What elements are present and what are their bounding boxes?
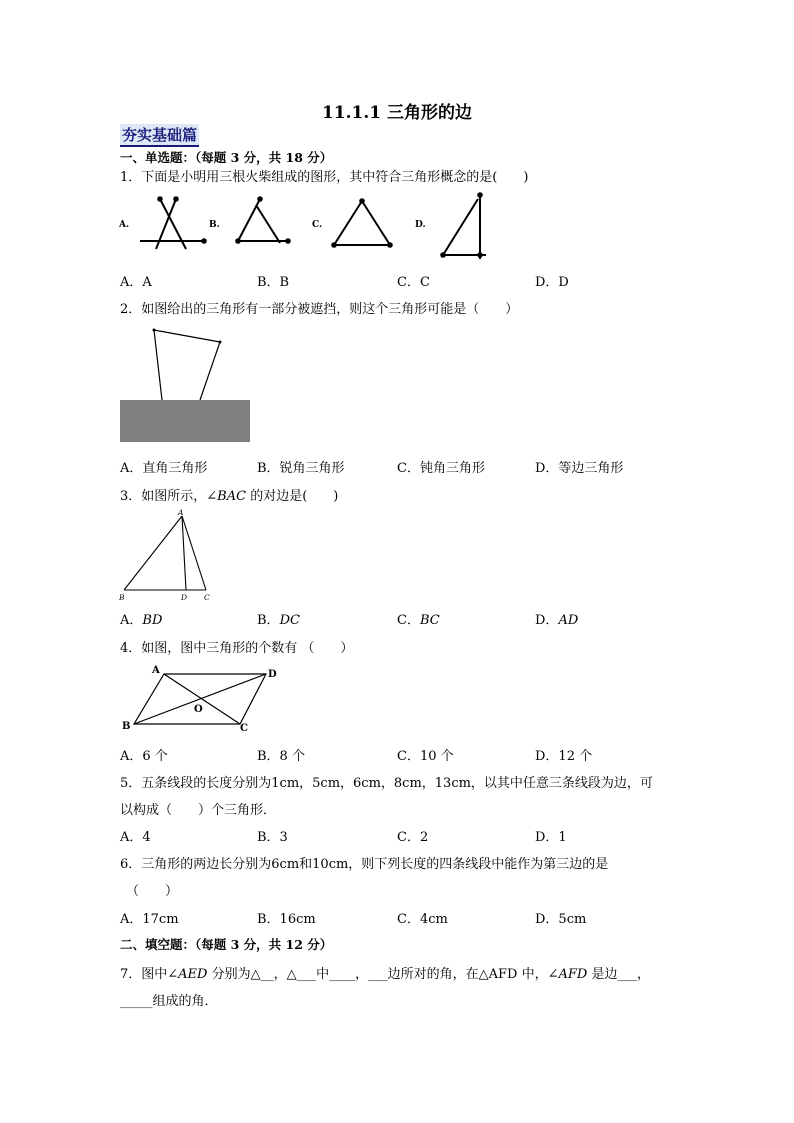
q1-option-a: A．A (120, 275, 152, 290)
q1-stem: 1．下面是小明用三根火柴组成的图形，其中符合三角形概念的是( ) (120, 170, 529, 185)
q6-option-b: B．16cm (257, 912, 316, 927)
q3-option-d-value: AD (558, 613, 579, 628)
q7-angle-afd: AFD (558, 967, 588, 982)
q3-label-b: B (119, 593, 125, 602)
q5-option-b: B．3 (257, 830, 288, 845)
q4-option-b: B．8 个 (257, 749, 305, 764)
q3-stem-angle: BAC (217, 489, 247, 504)
q1-option-b: B．B (257, 275, 290, 290)
part2-heading: 二、填空题：（每题 3 分，共 12 分） (120, 937, 333, 952)
q3-option-b-value: DC (279, 613, 300, 628)
q3-option-c-letter: C． (397, 613, 420, 628)
q4-stem: 4．如图，图中三角形的个数有 （ ） (120, 641, 354, 656)
section-heading: 夯实基础篇 (120, 124, 199, 147)
q5-option-c: C．2 (397, 830, 429, 845)
q6-stem-line1: 6．三角形的两边长分别为6cm和10cm，则下列长度的四条线段中能作为第三边的是 (120, 857, 609, 872)
q4-label-b: B (122, 721, 131, 732)
q1-fig-label-a: A. (119, 220, 130, 230)
q2-option-d: D．等边三角形 (535, 461, 624, 476)
q3-option-a (120, 609, 162, 628)
q2-cover-block (120, 400, 250, 442)
q5-option-a: A．4 (120, 830, 151, 845)
q3-option-c-value: BC (419, 613, 440, 628)
q1-figures (118, 193, 498, 265)
q4-label-d: D (268, 669, 277, 680)
q3-option-b-letter: B． (257, 613, 280, 628)
q5-stem-line1: 5．五条线段的长度分别为1cm，5cm，6cm，8cm，13cm，以其中任意三条线段为边，可 (120, 776, 653, 791)
q3-option-d (535, 609, 578, 628)
q4-label-a: A (152, 665, 160, 676)
q3-option-b (257, 609, 300, 628)
q3-label-d: D (181, 593, 188, 602)
q3-option-a-value: BD (142, 613, 163, 628)
q7-text-1: 7．图中∠ (120, 967, 179, 982)
q3-stem (120, 485, 338, 504)
q2-option-a: A．直角三角形 (120, 461, 208, 476)
page-title: 11.1.1 三角形的边 (321, 103, 473, 123)
q7-angle-aed: AED (178, 967, 208, 982)
q6-stem-line2: （ ） (126, 884, 179, 899)
q3-stem-post: 的对边是( ) (246, 489, 339, 504)
q4-label-o: O (194, 704, 203, 715)
q7-stem-line2: _____组成的角． (120, 994, 218, 1009)
q3-stem-pre: 3．如图所示，∠ (120, 489, 218, 504)
part1-heading: 一、单选题：（每题 3 分，共 18 分） (120, 150, 333, 165)
q5-option-d: D．1 (535, 830, 567, 845)
q4-label-c: C (240, 723, 248, 734)
q3-option-c (397, 609, 440, 628)
q2-figure (118, 326, 252, 444)
q4-option-a: A．6 个 (120, 749, 168, 764)
q5-stem-line2: 以构成（ ）个三角形． (120, 803, 277, 818)
q1-fig-label-b: B. (209, 220, 220, 230)
q7-stem-line1 (120, 963, 650, 982)
q4-option-d: D．12 个 (535, 749, 593, 764)
q1-option-c: C．C (397, 275, 430, 290)
q1-fig-label-c: C. (312, 220, 323, 230)
q4-figure (118, 662, 284, 734)
q3-figure (118, 508, 218, 604)
q3-option-a-letter: A． (120, 613, 143, 628)
q6-option-a: A．17cm (120, 912, 179, 927)
q3-label-a: A (178, 508, 184, 517)
q2-option-c: C．钝角三角形 (397, 461, 485, 476)
q2-stem: 2．如图给出的三角形有一部分被遮挡，则这个三角形可能是（ ） (120, 302, 519, 317)
q3-label-c: C (204, 593, 210, 602)
q7-text-2: 分别为△__，△___中____，___边所对的角，在△AFD 中，∠ (207, 967, 559, 982)
q6-option-d: D．5cm (535, 912, 587, 927)
q3-option-d-letter: D． (535, 613, 559, 628)
q1-fig-label-d: D. (415, 220, 426, 230)
q6-option-c: C．4cm (397, 912, 448, 927)
q1-option-d: D．D (535, 275, 569, 290)
q2-option-b: B．锐角三角形 (257, 461, 345, 476)
q7-text-3: 是边___， (587, 967, 650, 982)
q4-option-c: C．10 个 (397, 749, 454, 764)
